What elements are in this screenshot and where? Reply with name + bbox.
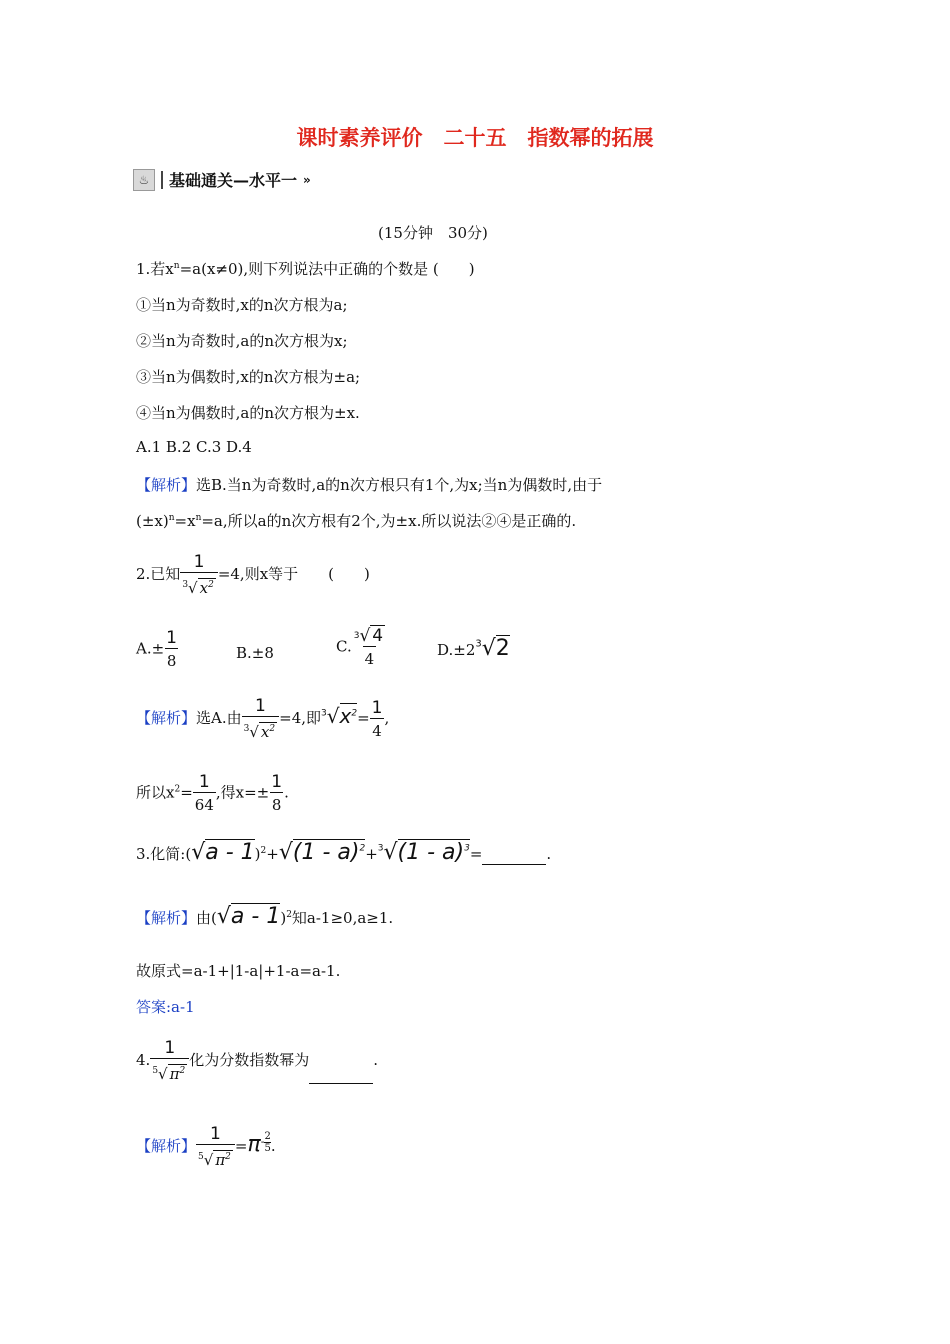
section-label: 基础通关—水平一 bbox=[169, 171, 298, 190]
q2-option-c: C. $\frac{^3√ 4}{4}$ bbox=[336, 626, 384, 668]
q3-stem: 3.化简:(√a - 1)$^2$+√(1 - a)$^2$+$^3$√(1 - a)$^3$= . bbox=[136, 840, 552, 865]
q1-item-1: ①当n为奇数时,x的n次方根为a; bbox=[136, 296, 348, 314]
q4-solution: 【解析】 $\frac{1}{^5√ \pi^2}$ $=\pi^{- \frac{2}{5}}$ . bbox=[136, 1124, 276, 1169]
q2-option-a: A.± $\frac{1}{8}$ bbox=[136, 628, 177, 670]
fraction: $\frac{1}{^3√ x^2}$ bbox=[180, 552, 218, 598]
q2-option-d: $D.\pm 2^3√2$ bbox=[437, 636, 510, 661]
q1-solution-line2: $(\pm x)^n=x^n=a$,所以a的n次方根有2个,为±x.所以说法②④是正确的. bbox=[136, 512, 577, 530]
q2-solution-line1: 【解析】选A.由 $\frac{1}{^3√ x^2}$ =4,即$^3√x^2=$ $\frac{1}{4}$ , bbox=[136, 696, 390, 741]
q3-solution-line2: 故原式=a-1+|1-a|+1-a=a-1. bbox=[136, 962, 341, 980]
q1-solution-line1: 【解析】选B.当n为奇数时,a的n次方根只有1个,为x;当n为偶数时,由于 bbox=[136, 476, 603, 494]
q3-answer: 答案:a-1 bbox=[136, 998, 195, 1016]
q1-item-4: ④当n为偶数时,a的n次方根为±x. bbox=[136, 404, 360, 422]
q2-stem: 2.已知 $\frac{1}{^3√ x^2}$ =4,则x等于 ( ) bbox=[136, 552, 370, 597]
q2-option-b: B.±8 bbox=[236, 644, 274, 662]
q4-stem: 4. $\frac{1}{^5√ \pi^2}$ 化为分数指数幂为 . bbox=[136, 1038, 378, 1083]
answer-blank[interactable] bbox=[309, 1069, 373, 1084]
time-note: (15分钟 30分) bbox=[378, 224, 488, 242]
q1-stem: 1.若$x^n=a(x\ne 0)$,则下列说法中正确的个数是 ( ) bbox=[136, 260, 475, 278]
page-title: 课时素养评价 二十五 指数幂的拓展 bbox=[296, 126, 654, 150]
section-header bbox=[133, 168, 311, 191]
q2-solution-line2: 所以$x^2=$ $\frac{1}{64}$ ,得x=± $\frac{1}{8}$ . bbox=[136, 772, 289, 814]
answer-blank[interactable] bbox=[482, 850, 546, 865]
q1-options: A.1 B.2 C.3 D.4 bbox=[136, 438, 252, 456]
q3-solution-line1: 【解析】由(√a - 1)$^2$知a-1≥0,a≥1. bbox=[136, 904, 394, 929]
q1-item-3: ③当n为偶数时,x的n次方根为±a; bbox=[136, 368, 361, 386]
double-chevron-icon: » bbox=[303, 172, 311, 187]
divider bbox=[161, 171, 163, 189]
lightbulb-icon: ♨ bbox=[133, 169, 155, 191]
q1-item-2: ②当n为奇数时,a的n次方根为x; bbox=[136, 332, 348, 350]
